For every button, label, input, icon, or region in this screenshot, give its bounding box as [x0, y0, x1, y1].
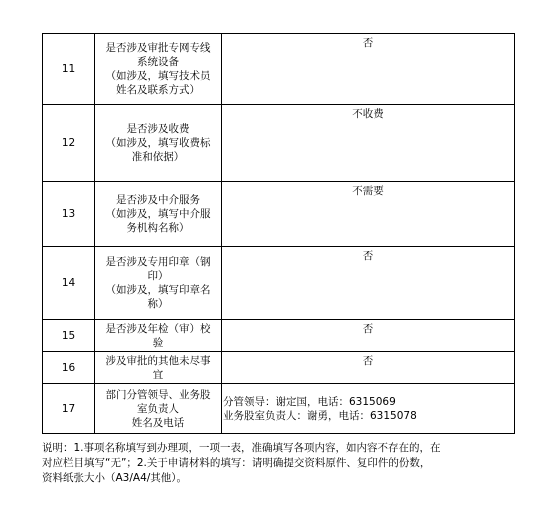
table-row: [43, 247, 515, 320]
item-label-line: （如涉及，填写中介服: [105, 208, 211, 220]
item-value-line: 否: [362, 323, 374, 335]
item-value-line: 否: [362, 250, 374, 262]
item-label-line: 务机构名称）: [126, 222, 190, 234]
item-value: [222, 247, 515, 320]
table-row: [43, 352, 515, 384]
table-row: [43, 320, 515, 352]
item-value: [222, 320, 515, 352]
item-value-line: 不需要: [352, 185, 384, 197]
item-value: [222, 384, 515, 434]
item-label-line: 是否涉及年检（审）校: [105, 322, 211, 335]
row-number: 12: [43, 105, 95, 182]
item-label-line: （如涉及，填写印章名: [105, 284, 211, 296]
item-label-line: 是否涉及审批专网专线: [105, 42, 211, 54]
note-line: 对应栏目填写“无”；2.关于申请材料的填写：请明确提交资料原件、复印件的份数，: [42, 457, 431, 469]
item-value: [222, 182, 515, 247]
item-value: [222, 34, 515, 105]
item-value-line: 否: [362, 355, 374, 367]
item-label-line: 验: [152, 336, 164, 349]
row-number: 14: [43, 247, 95, 320]
item-value-line: 否: [362, 37, 374, 49]
note-line: 资料纸张大小（A3/A4/其他）。: [42, 472, 188, 484]
item-label-line: 部门分管领导、业务股: [105, 388, 211, 401]
item-label-line: 室负责人: [137, 402, 179, 415]
item-label-line: 涉及审批的其他未尽事: [105, 354, 211, 367]
item-label: [95, 34, 222, 105]
item-label: [95, 105, 222, 182]
row-number: 13: [43, 182, 95, 247]
row-number: 16: [43, 352, 95, 384]
item-label: [95, 352, 222, 384]
table-row: [43, 384, 515, 434]
item-label-line: 准和依据）: [131, 151, 185, 163]
item-label-line: 是否涉及收费: [126, 123, 190, 135]
item-label-line: （如涉及，填写收费标: [105, 137, 211, 149]
item-label-line: 称）: [147, 298, 169, 310]
item-label-line: 印）: [147, 270, 169, 282]
row-number: 15: [43, 320, 95, 352]
item-label-line: （如涉及，填写技术员: [105, 70, 211, 82]
matter-info-table: [42, 33, 515, 434]
item-value: [222, 105, 515, 182]
table-row: [43, 105, 515, 182]
row-number: 11: [43, 34, 95, 105]
table-row: [43, 182, 515, 247]
item-value: [222, 352, 515, 384]
item-label-line: 宜: [152, 368, 164, 381]
office-head-contact: 业务股室负责人：谢勇，电话：6315078: [223, 409, 417, 422]
item-value-line: 不收费: [352, 108, 384, 120]
item-label: [95, 320, 222, 352]
item-label: [95, 247, 222, 320]
item-label-line: 是否涉及中介服务: [116, 194, 200, 206]
leader-contact: 分管领导：谢定国，电话：6315069: [223, 395, 396, 408]
explanation-note: [42, 441, 520, 486]
item-label: [95, 384, 222, 434]
row-number: 17: [43, 384, 95, 434]
item-label-line: 姓名及电话: [131, 416, 185, 429]
note-line: 说明：1.事项名称填写到办理项，一项一表，准确填写各项内容，如内容不存在的，在: [42, 442, 441, 454]
item-label-line: 是否涉及专用印章（钢: [105, 256, 211, 268]
item-label: [95, 182, 222, 247]
item-label-line: 姓名及联系方式）: [116, 84, 200, 96]
item-label-line: 系统设备: [137, 56, 179, 68]
table-row: [43, 34, 515, 105]
